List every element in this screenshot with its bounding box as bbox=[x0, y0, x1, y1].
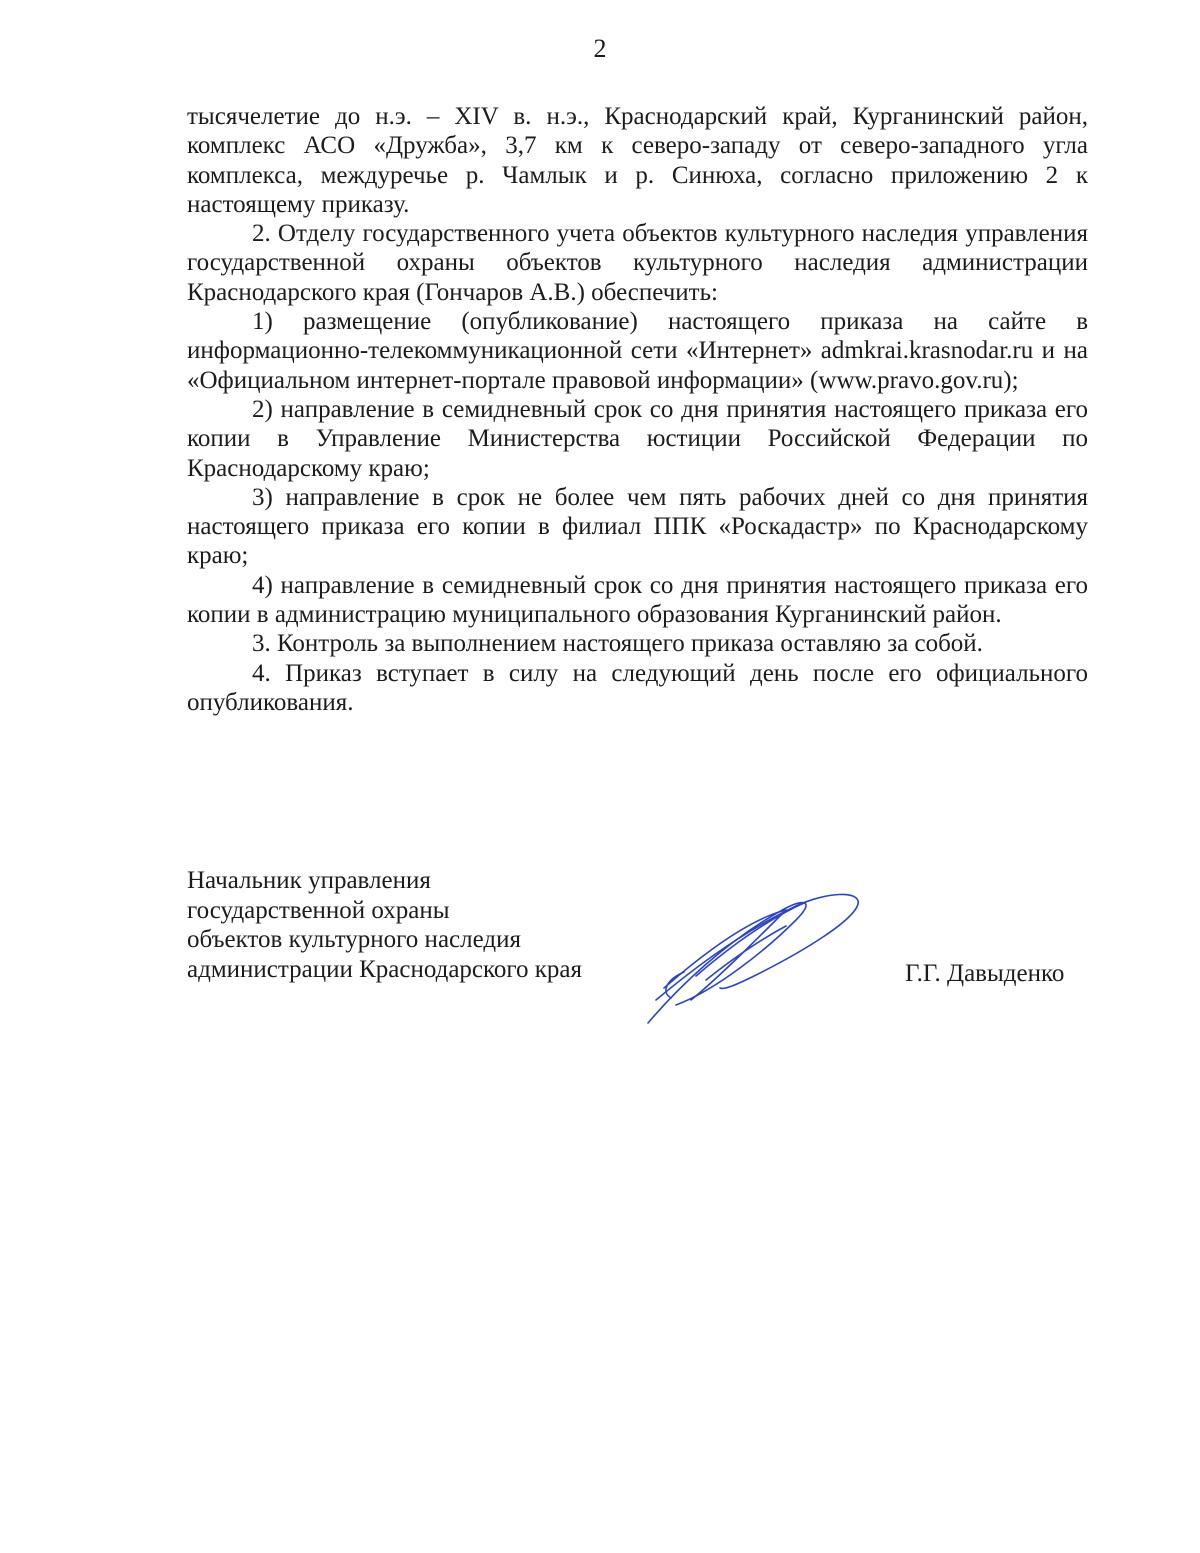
paragraph-subitem-4: 4) направление в семидневный срок со дня принятия настоящего приказа его копии в администрацию муниципального образования Курганинский район. bbox=[187, 571, 1088, 629]
signatory-title bbox=[187, 866, 582, 984]
paragraph-item-2: 2. Отделу государственного учета объектов культурного наследия управления государственной охраны объектов культурного наследия администрации Краснодарского края (Гончаров А.В.) обеспечить: bbox=[187, 220, 1088, 306]
paragraph-subitem-3: 3) направление в срок не более чем пять рабочих дней со дня принятия настоящего приказа его копии в филиал ППК «Роскадастр» по Краснодарскому краю; bbox=[187, 483, 1088, 570]
signatory-title-line: государственной охраны bbox=[187, 896, 450, 924]
paragraph-item-3: 3. Контроль за выполнением настоящего приказа оставляю за собой. bbox=[252, 630, 983, 658]
paragraph-subitem-2: 2) направление в семидневный срок со дня принятия настоящего приказа его копии в Управление Министерства юстиции Российской Федерации по Краснодарскому краю; bbox=[187, 395, 1088, 482]
signatory-title-line: объектов культурного наследия bbox=[187, 926, 521, 953]
paragraph-continuation: тысячелетие до н.э. – XIV в. н.э., Краснодарский край, Курганинский район, комплекс АСО «Дружба», 3,7 км к северо-западу от северо-западного угла комплекса, междуречье р. Чамлык и р. Синюха, согласно приложению 2 к настоящему приказу. bbox=[187, 103, 1088, 218]
signatory-title-line: администрации Краснодарского края bbox=[187, 955, 583, 983]
signatory-title-line: Начальник управления bbox=[187, 867, 431, 894]
page-number: 2 bbox=[593, 34, 607, 63]
paragraph-item-4: 4. Приказ вступает в силу на следующий день после его официального опубликования. bbox=[187, 659, 1088, 716]
signer-name: Г.Г. Давыденко bbox=[905, 960, 1065, 987]
document-body bbox=[187, 102, 1088, 717]
paragraph-subitem-1: 1) размещение (опубликование) настоящего приказа на сайте в информационно-телекоммуникационной сети «Интернет» admkrai.krasnodar.ru и на «Официальном интернет-портале правовой информации» (www.pravo.gov.ru); bbox=[187, 308, 1088, 394]
handwritten-signature bbox=[636, 880, 876, 1030]
